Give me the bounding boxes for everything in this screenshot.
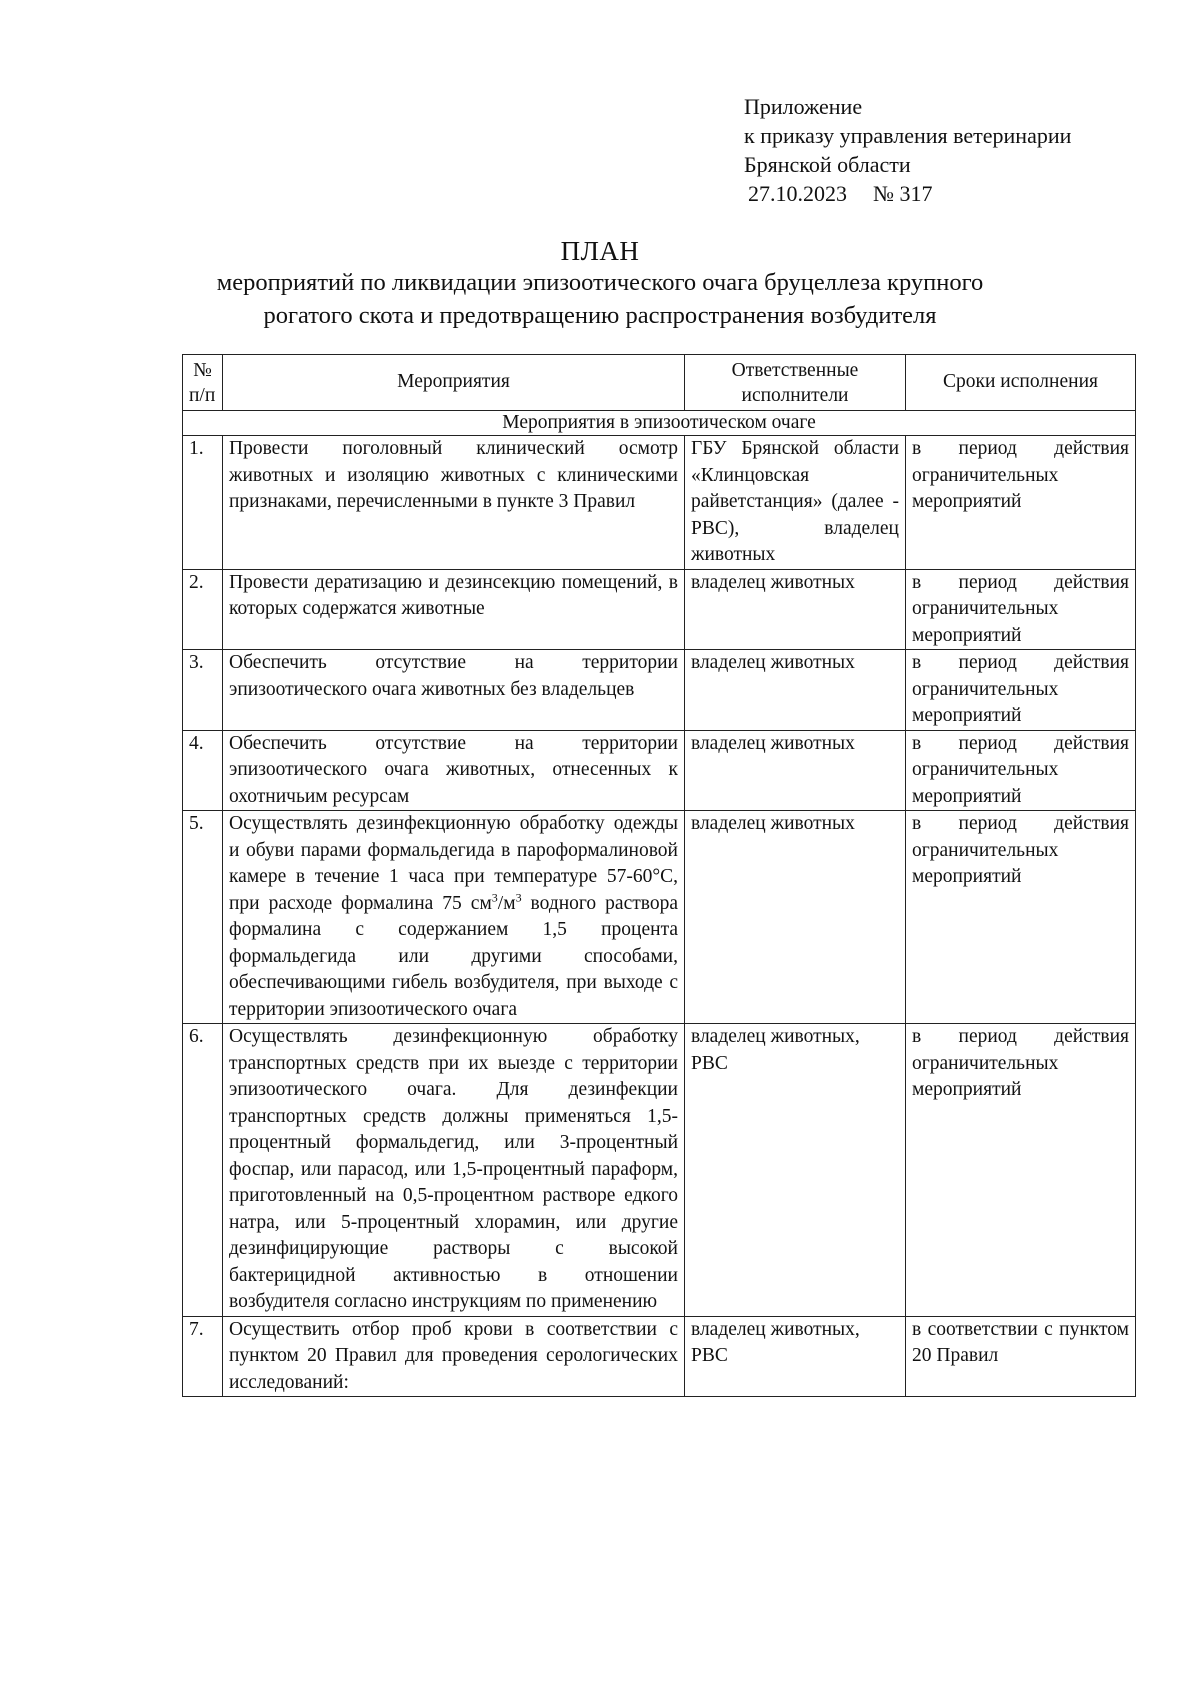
row-term: в период действия ограничительных мероприятий [906, 650, 1136, 731]
row-term: в период действия ограничительных мероприятий [906, 730, 1136, 811]
header-executors: Ответственные исполнители [685, 355, 906, 411]
order-number: № 317 [873, 181, 933, 206]
header-num-bottom: п/п [189, 384, 216, 406]
header-terms: Сроки исполнения [906, 355, 1136, 411]
row-measure [223, 811, 685, 1024]
order-date: 27.10.2023 [748, 181, 847, 206]
section-title: Мероприятия в эпизоотическом очаге [183, 411, 1136, 436]
row-executor: владелец животных [685, 730, 906, 811]
row-executor: владелец животных [685, 569, 906, 650]
row-number: 4. [183, 730, 223, 811]
appendix-line-1: Приложение [744, 94, 863, 119]
row-term: в соответствии с пунктом 20 Правил [906, 1316, 1136, 1397]
row-number: 3. [183, 650, 223, 731]
row-measure-part-a: Осуществлять дезинфекционную обработку одежды и обуви парами формальдегида в пароформалиновой камере в течение 1 часа при температуре 57-60°С, при расходе формалина 75 см [229, 813, 678, 914]
table-row [183, 436, 1136, 570]
row-measure: Осуществить отбор проб крови в соответствии с пунктом 20 Правил для проведения серологических исследований: [223, 1316, 685, 1397]
row-number: 7. [183, 1316, 223, 1397]
superscript-3: 3 [491, 890, 498, 904]
row-executor: владелец животных, РВС [685, 1024, 906, 1317]
row-number: 1. [183, 436, 223, 570]
row-term: в период действия ограничительных мероприятий [906, 811, 1136, 1024]
row-measure: Осуществлять дезинфекционную обработку транспортных средств при их выезде с территории эпизоотического очага. Для дезинфекции транспортных средств должны применяться 1,5-процентный формальдегид, или 3-процентный фоспар, или парасод, или 1,5-процентный параформ, приготовленный на 0,5-процентном растворе едкого натра, или 5-процентный хлорамин, или другие дезинфицирующие растворы с высокой бактерицидной активностью в отношении возбудителя согласно инструкциям по применению [223, 1024, 685, 1317]
page-subtitle [0, 266, 1200, 332]
appendix-line-2: к приказу управления ветеринарии [744, 123, 1072, 148]
table-row [183, 1316, 1136, 1397]
row-term: в период действия ограничительных мероприятий [906, 1024, 1136, 1317]
header-num-top: № [193, 359, 212, 381]
row-executor: владелец животных, РВС [685, 1316, 906, 1397]
table-row [183, 569, 1136, 650]
row-measure-part-b: /м [497, 892, 516, 914]
appendix-line-3: Брянской области [744, 152, 911, 177]
table-row [183, 730, 1136, 811]
appendix-date-line [744, 179, 1071, 208]
table-header-row [183, 355, 1136, 411]
row-number: 6. [183, 1024, 223, 1317]
row-measure: Обеспечить отсутствие на территории эпизоотического очага животных, отнесенных к охотничьим ресурсам [223, 730, 685, 811]
superscript-3: 3 [515, 890, 522, 904]
table-row [183, 811, 1136, 1024]
row-measure-part-c: водного раствора формалина с содержанием 1,5 процента формальдегида или другими способами, обеспечивающими гибель возбудителя, при выходе с территории эпизоотического очага [229, 892, 678, 1020]
row-number: 5. [183, 811, 223, 1024]
table-row [183, 1024, 1136, 1317]
row-measure: Провести поголовный клинический осмотр животных и изоляцию животных с клиническими признаками, перечисленными в пункте 3 Правил [223, 436, 685, 570]
header-num [183, 355, 223, 411]
plan-table [182, 354, 1136, 1397]
table-row [183, 650, 1136, 731]
row-executor: владелец животных [685, 650, 906, 731]
page-title: ПЛАН [560, 236, 640, 266]
row-number: 2. [183, 569, 223, 650]
appendix-block [744, 92, 1071, 208]
row-term: в период действия ограничительных мероприятий [906, 436, 1136, 570]
subtitle-line-1: мероприятий по ликвидации эпизоотического очага бруцеллеза крупного [216, 269, 984, 296]
subtitle-line-2: рогатого скота и предотвращению распространения возбудителя [263, 302, 937, 329]
row-measure: Обеспечить отсутствие на территории эпизоотического очага животных без владельцев [223, 650, 685, 731]
row-executor: ГБУ Брянской области «Клинцовская райветстанция» (далее - РВС), владелец животных [685, 436, 906, 570]
section-row [183, 411, 1136, 436]
row-executor: владелец животных [685, 811, 906, 1024]
row-measure: Провести дератизацию и дезинсекцию помещений, в которых содержатся животные [223, 569, 685, 650]
row-term: в период действия ограничительных мероприятий [906, 569, 1136, 650]
header-measures: Мероприятия [223, 355, 685, 411]
